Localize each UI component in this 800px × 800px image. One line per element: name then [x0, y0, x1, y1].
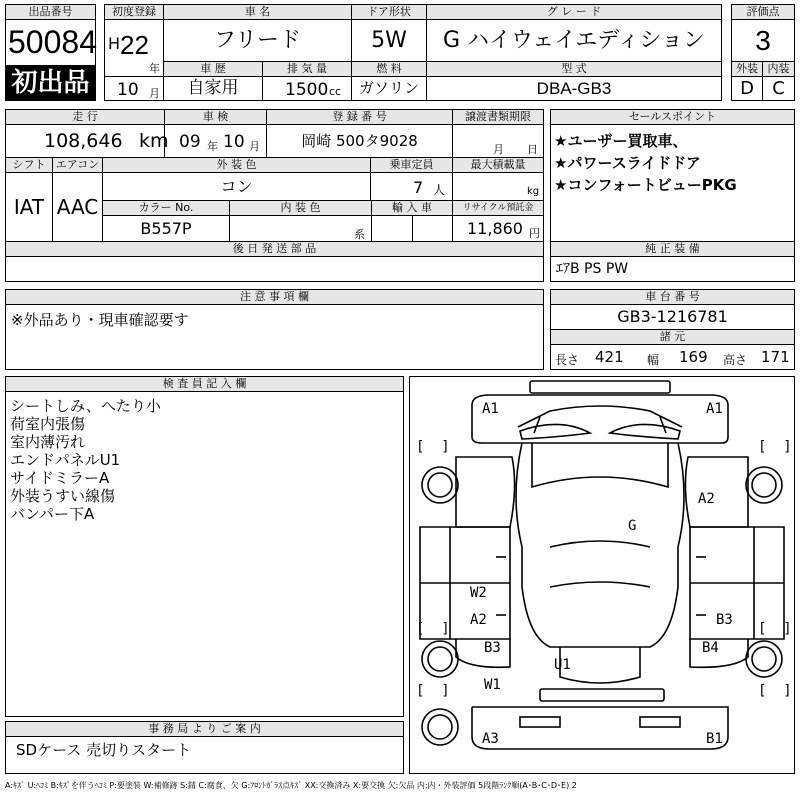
notes-text: ※外品あり・現車確認要す: [5, 304, 544, 370]
history: 自家用: [163, 76, 263, 101]
displacement-label: 排 気 量: [262, 61, 352, 77]
shift-label: シフト: [5, 157, 53, 173]
color-code-label: カラー No.: [102, 200, 230, 216]
damage-legend: A:ｷｽﾞ U:ﾍｺﾐ B:ｷｽﾞを伴うﾍｺﾐ P:要塗装 W:補修跡 S:錆 C:腐食、欠 G:ﾌﾛﾝﾄｶﾞﾗｽ点ｷｽﾞ XX:交換済み X:要交換 欠:欠品 内:内・外装評価 5段階ﾗﾝｸ順(A･B･C･D･E) 2: [5, 781, 577, 790]
inspector-note: エンドパネルU1: [10, 451, 121, 469]
inspection-month: 10: [223, 132, 245, 152]
first-listing-badge: 初出品: [5, 66, 96, 101]
exterior-label: 外装: [731, 61, 763, 77]
displacement-cell: [262, 76, 352, 101]
displacement-unit: cc: [329, 85, 342, 98]
recycle-fee: 11,860: [467, 219, 523, 238]
import-cell-2: [412, 215, 453, 242]
lot-number-label: 出品番号: [5, 4, 96, 20]
interior-label: 内装: [762, 61, 795, 77]
model-label: 型 式: [426, 61, 722, 77]
era: H: [108, 34, 121, 53]
inspector-note: バンパー下A: [10, 505, 95, 523]
office-notice-text: SDケース 売切りスタート: [5, 736, 404, 774]
inspector-note: サイドミラーA: [10, 469, 110, 487]
transfer-deadline-label: 譲渡書類期限: [452, 109, 544, 125]
width-label: 幅: [647, 353, 660, 367]
lot-number-cell: [5, 19, 96, 66]
door-type: 5W: [351, 19, 427, 62]
max-load-unit: kg: [527, 186, 540, 197]
bracket-right: [ ]: [758, 621, 792, 637]
exterior-color-label: 外 装 色: [102, 157, 371, 173]
damage-mark: A1: [482, 401, 499, 417]
damage-mark: U1: [554, 657, 571, 673]
exterior-grade: D: [731, 76, 763, 101]
sales-point: ★パワースライドドア: [554, 154, 701, 172]
color-code: B557P: [102, 215, 230, 242]
plate-label: 登 録 番 号: [266, 109, 453, 125]
inspector-note: 外装うすい線傷: [10, 487, 116, 505]
registration-month: 10: [117, 80, 139, 100]
sales-point: ★コンフォートビューPKG: [554, 176, 737, 194]
import-label: 輸 入 車: [371, 200, 453, 216]
inspector-note: シートしみ、へたり小: [10, 397, 161, 415]
transfer-deadline-cell: [452, 124, 544, 158]
max-load-label: 最大積載量: [452, 157, 544, 173]
capacity-cell: [370, 172, 453, 201]
inspector-notes-box: [5, 391, 404, 717]
registration-month-cell: [104, 76, 164, 101]
damage-mark: B1: [706, 731, 723, 747]
fuel-label: 燃 料: [351, 61, 427, 77]
later-parts-label: 後 日 発 送 部 品: [5, 241, 544, 257]
year-unit: 年: [149, 62, 160, 75]
mileage: 108,646: [44, 130, 123, 152]
car-name-label: 車 名: [163, 4, 352, 20]
grade-label: グ レ ー ド: [426, 4, 722, 20]
inspection-cell: [164, 124, 267, 158]
aircon: AAC: [52, 172, 103, 242]
inspector-note: 室内薄汚れ: [10, 433, 86, 451]
aircon-label: エアコン: [52, 157, 103, 173]
height-label: 高さ: [723, 353, 748, 367]
interior-color-label: 内 装 色: [229, 200, 372, 216]
damage-mark: B3: [484, 640, 501, 656]
bracket-left: [ ]: [416, 683, 450, 699]
transfer-day-unit: 日: [527, 143, 538, 156]
lot-number: 50084: [8, 24, 97, 60]
import-cell-1: [371, 215, 413, 242]
capacity-unit: 人: [433, 183, 446, 197]
recycle-unit: 円: [529, 227, 540, 240]
first-registration-label: 初度登録: [104, 4, 164, 20]
shift: IAT: [5, 172, 53, 242]
mileage-cell: [5, 124, 169, 158]
first-registration-cell: [104, 19, 164, 77]
damage-mark: B3: [716, 612, 733, 628]
width: 169: [679, 348, 708, 366]
history-label: 車 歴: [163, 61, 263, 77]
mileage-unit: km: [139, 130, 169, 152]
spec-label: 諸 元: [550, 329, 795, 345]
chassis-label: 車 台 番 号: [550, 289, 795, 305]
inspection-year: 09: [179, 132, 201, 152]
length-label: 長さ: [555, 353, 580, 367]
sales-points-box: [550, 124, 795, 242]
overall-score: 3: [731, 19, 795, 62]
bracket-right: [ ]: [758, 683, 792, 699]
recycle-label: リサイクル預託金: [452, 200, 544, 216]
recycle-cell: [452, 215, 544, 242]
damage-mark: W1: [484, 677, 501, 693]
registration-year: 22: [120, 30, 149, 60]
capacity-label: 乗車定員: [370, 157, 453, 173]
damage-mark: A2: [470, 612, 487, 628]
damage-mark: A1: [706, 401, 723, 417]
office-notice-label: 事 務 局 よ り ご 案 内: [5, 721, 404, 737]
mileage-label: 走 行: [5, 109, 165, 125]
interior-grade: C: [762, 76, 795, 101]
interior-color-cell: [229, 215, 372, 242]
exterior-color: コン: [102, 172, 371, 201]
height: 171: [761, 348, 790, 366]
interior-color-unit: 系: [354, 228, 365, 241]
sales-points-label: セールスポイント: [550, 109, 795, 125]
score-label: 評価点: [731, 4, 795, 20]
damage-mark: B4: [702, 640, 719, 656]
later-parts-box: [5, 256, 544, 282]
inspection-month-unit: 月: [249, 140, 260, 153]
notes-label: 注 意 事 項 欄: [5, 289, 544, 305]
max-load-cell: [452, 172, 544, 201]
bracket-left: [ ]: [416, 439, 450, 455]
equipment-label: 純 正 装 備: [550, 241, 795, 257]
damage-mark: A3: [482, 731, 499, 747]
month-unit: 月: [149, 87, 160, 100]
equipment: ｴｱB PS PW: [550, 256, 795, 282]
car-outline-svg: [410, 377, 794, 773]
damage-mark: G: [628, 518, 637, 534]
inspection-year-unit: 年: [207, 140, 218, 153]
bracket-right: [ ]: [758, 439, 792, 455]
bracket-left: [ ]: [416, 621, 450, 637]
inspection-label: 車 検: [164, 109, 267, 125]
transfer-month-unit: 月: [493, 143, 504, 156]
damage-mark: W2: [470, 585, 487, 601]
damage-mark: A2: [698, 491, 715, 507]
displacement: 1500: [285, 80, 329, 100]
capacity: 7: [413, 178, 424, 197]
plate-number: 岡崎 500タ9028: [266, 124, 453, 158]
damage-diagram: [409, 376, 795, 774]
fuel: ガソリン: [351, 76, 427, 101]
length: 421: [595, 348, 624, 366]
model-code: DBA-GB3: [426, 76, 722, 101]
dimensions-cell: [550, 344, 795, 370]
sales-point: ★ユーザー買取車、: [554, 132, 688, 150]
door-type-label: ドア形状: [351, 4, 427, 20]
car-name: フリード: [163, 19, 352, 62]
grade: G ハイウェイエディション: [426, 19, 722, 62]
chassis-number: GB3-1216781: [550, 304, 795, 330]
inspector-notes-label: 検 査 員 記 入 欄: [5, 376, 404, 392]
inspector-note: 荷室内張傷: [10, 415, 86, 433]
